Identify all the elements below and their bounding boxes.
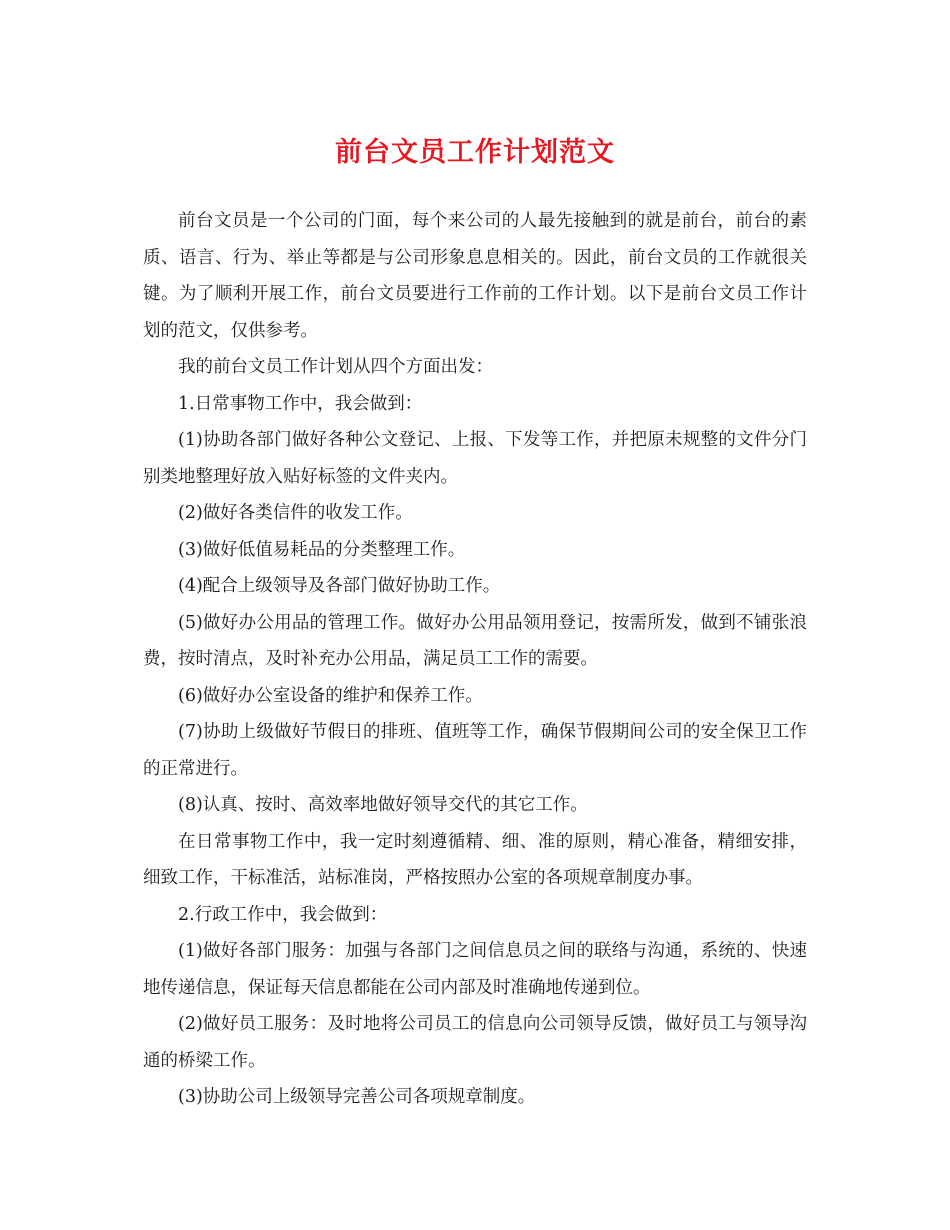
list-item: (5)做好办公用品的管理工作。做好办公用品领用登记，按需所发，做到不铺张浪费，按时清点，及时补充办公用品，满足员工工作的需要。	[143, 612, 807, 669]
list-item: (7)协助上级做好节假日的排班、值班等工作，确保节假期间公司的安全保卫工作的正常进行。	[143, 722, 807, 779]
list-item: (3)做好低值易耗品的分类整理工作。	[178, 539, 466, 560]
list-item: (2)做好员工服务：及时地将公司员工的信息向公司领导反馈，做好员工与领导沟通的桥梁工作。	[143, 1014, 807, 1071]
list-item: (6)做好办公室设备的维护和保养工作。	[178, 685, 483, 706]
list-item: (1)协助各部门做好各种公文登记、上报、下发等工作，并把原未规整的文件分门别类地整理好放入贴好标签的文件夹内。	[143, 430, 807, 487]
list-item: (3)协助公司上级领导完善公司各项规章制度。	[178, 1087, 536, 1107]
list-item: (2)做好各类信件的收发工作。	[178, 503, 413, 523]
document-title: 前台文员工作计划范文	[335, 137, 615, 168]
document-body	[143, 203, 807, 1116]
list-item: (8)认真、按时、高效率地做好领导交代的其它工作。	[178, 795, 588, 815]
paragraph-daily-summary: 在日常事物工作中，我一定时刻遵循精、细、准的原则，精心准备，精细安排，细致工作，干标准活，站标准岗，严格按照办公室的各项规章制度办事。	[143, 831, 807, 888]
list-item: (4)配合上级领导及各部门做好协助工作。	[178, 576, 501, 596]
list-item: (1)做好各部门服务：加强与各部门之间信息员之间的联络与沟通，系统的、快速地传递信息，保证每天信息都能在公司内部及时准确地传递到位。	[143, 941, 807, 998]
paragraph-intro: 前台文员是一个公司的门面，每个来公司的人最先接触到的就是前台，前台的素质、语言、行为、举止等都是与公司形象息息相关的。因此，前台文员的工作就很关键。为了顺利开展工作，前台文员要进行工作前的工作计划。以下是前台文员工作计划的范文，仅供参考。	[143, 211, 807, 341]
section-heading-daily-affairs: 1.日常事物工作中，我会做到：	[178, 393, 423, 414]
section-heading-administration: 2.行政工作中，我会做到：	[178, 904, 388, 925]
paragraph-plan-overview: 我的前台文员工作计划从四个方面出发：	[178, 357, 493, 377]
